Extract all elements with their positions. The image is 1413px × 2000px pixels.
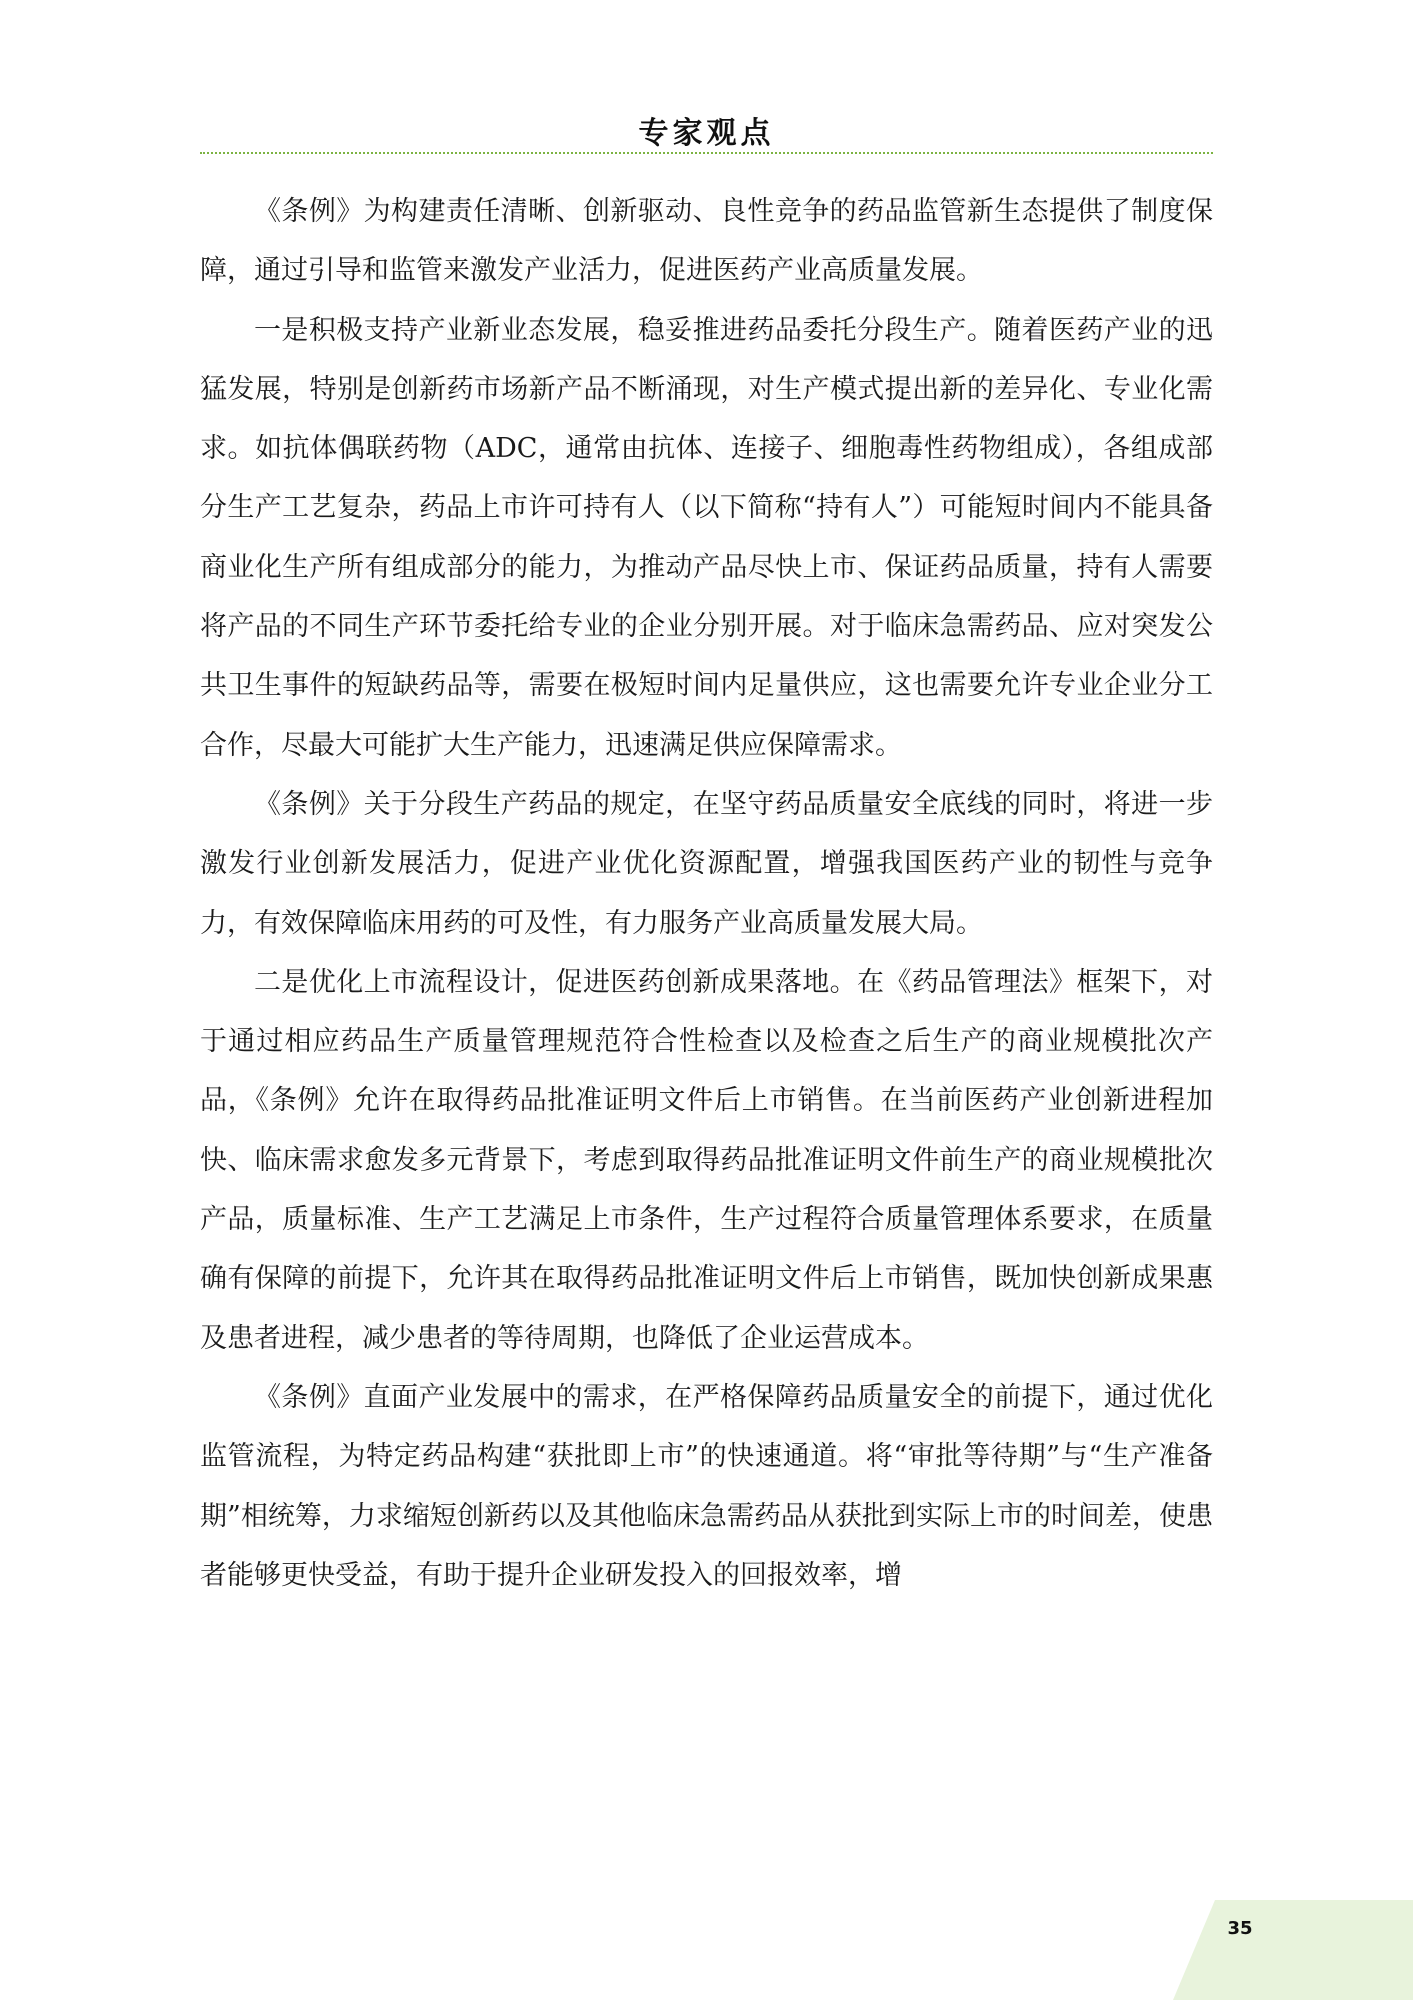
paragraph: 《条例》直面产业发展中的需求，在严格保障药品质量安全的前提下，通过优化监管流程，为特定药品构建“获批即上市”的快速通道。将“审批等待期”与“生产准备期”相统筹，力求缩短创新药以及其他临床急需药品从获批到实际上市的时间差，使患者能够更快受益，有助于提升企业研发投入的回报效率，增 bbox=[200, 1381, 1213, 1591]
corner-decoration bbox=[1173, 1900, 1413, 2000]
page-header bbox=[200, 100, 1213, 154]
paragraph: 《条例》为构建责任清晰、创新驱动、良性竞争的药品监管新生态提供了制度保障，通过引导和监管来激发产业活力，促进医药产业高质量发展。 bbox=[200, 196, 1213, 287]
paragraph: 《条例》关于分段生产药品的规定，在坚守药品质量安全底线的同时，将进一步激发行业创新发展活力，促进产业优化资源配置，增强我国医药产业的韧性与竞争力，有效保障临床用药的可及性，有力服务产业高质量发展大局。 bbox=[200, 788, 1213, 939]
page-number: 35 bbox=[1227, 1918, 1253, 1939]
paragraph: 二是优化上市流程设计，促进医药创新成果落地。在《药品管理法》框架下，对于通过相应药品生产质量管理规范符合性检查以及检查之后生产的商业规模批次产品，《条例》允许在取得药品批准证明文件后上市销售。在当前医药产业创新进程加快、临床需求愈发多元背景下，考虑到取得药品批准证明文件前生产的商业规模批次产品，质量标准、生产工艺满足上市条件，生产过程符合质量管理体系要求，在质量确有保障的前提下，允许其在取得药品批准证明文件后上市销售，既加快创新成果惠及患者进程，减少患者的等待周期，也降低了企业运营成本。 bbox=[200, 966, 1213, 1354]
section-title: 专家观点 bbox=[638, 116, 775, 151]
article-body bbox=[200, 182, 1213, 1605]
paragraph: 一是积极支持产业新业态发展，稳妥推进药品委托分段生产。随着医药产业的迅猛发展，特别是创新药市场新产品不断涌现，对生产模式提出新的差异化、专业化需求。如抗体偶联药物（ADC，通常由抗体、连接子、细胞毒性药物组成），各组成部分生产工艺复杂，药品上市许可持有人（以下简称“持有人”）可能短时间内不能具备商业化生产所有组成部分的能力，为推动产品尽快上市、保证药品质量，持有人需要将产品的不同生产环节委托给专业的企业分别开展。对于临床急需药品、应对突发公共卫生事件的短缺药品等，需要在极短时间内足量供应，这也需要允许专业企业分工合作，尽最大可能扩大生产能力，迅速满足供应保障需求。 bbox=[200, 314, 1213, 761]
